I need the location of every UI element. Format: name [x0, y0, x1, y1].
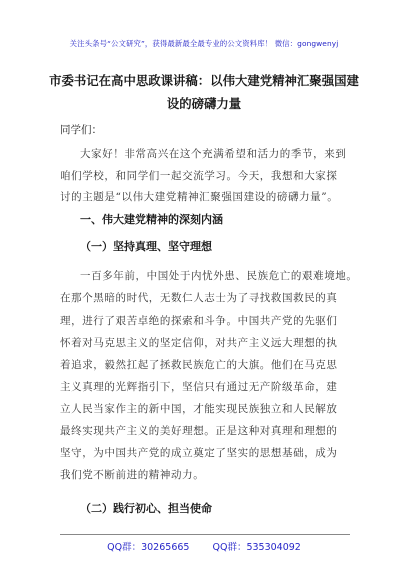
body-line: 一百多年前，中国处于内忧外患、民族危亡的艰难境地。: [80, 270, 358, 282]
intro-line: 大家好！非常高兴在这个充满希望和活力的季节，来到: [80, 148, 347, 160]
body-line: 坚守，为中国共产党的成立奠定了坚实的思想基础，成为: [60, 447, 338, 459]
salutation: 同学们：: [60, 124, 102, 136]
qq-group-1: QQ群：30265665: [107, 542, 190, 553]
body-line: 最终实现共产主义的美好理想。正是这种对真理和理想的: [60, 425, 338, 437]
body-line: 着追求，毅然扛起了拯救民族危亡的大旗。他们在马克思: [60, 359, 338, 371]
subsection-heading: （一）坚持真理、坚守理想: [80, 240, 212, 253]
footer-divider: [60, 534, 350, 535]
qq-group-2: QQ群：535304092: [212, 542, 301, 553]
section-heading: 一、伟大建党精神的深刻内涵: [80, 213, 223, 226]
body-line: 怀着对马克思主义的坚定信仰，对共产主义远大理想的执: [60, 337, 338, 349]
body-line: 立人民当家作主的新中国，才能实现民族独立和人民解放: [60, 403, 338, 415]
document-title-line-1: 市委书记在高中思政课讲稿：以伟大建党精神汇聚强国建: [49, 73, 359, 88]
body-line: 我们党不断前进的精神动力。: [60, 469, 205, 481]
document-title-line-2: 设的磅礴力量: [166, 96, 242, 111]
footer-contact: [0, 539, 408, 553]
body-line: 理，进行了艰苦卓绝的探索和斗争。中国共产党的先驱们: [60, 315, 338, 327]
subsection-heading: （二）践行初心、担当使命: [80, 502, 212, 515]
body-line: 主义真理的光辉指引下，坚信只有通过无产阶级革命，建: [60, 381, 338, 393]
header-note: 关注头条号“公文研究”，获得最新最全最专业的公文资料库！ 微信：gongwenyj: [69, 39, 339, 48]
intro-line: 讨的主题是“以伟大建党精神汇聚强国建设的磅礴力量”。: [60, 191, 339, 203]
intro-line: 咱们学校，和同学们一起交流学习。今天，我想和大家探: [60, 170, 338, 182]
body-line: 在那个黑暗的时代，无数仁人志士为了寻找救国救民的真: [60, 292, 338, 304]
